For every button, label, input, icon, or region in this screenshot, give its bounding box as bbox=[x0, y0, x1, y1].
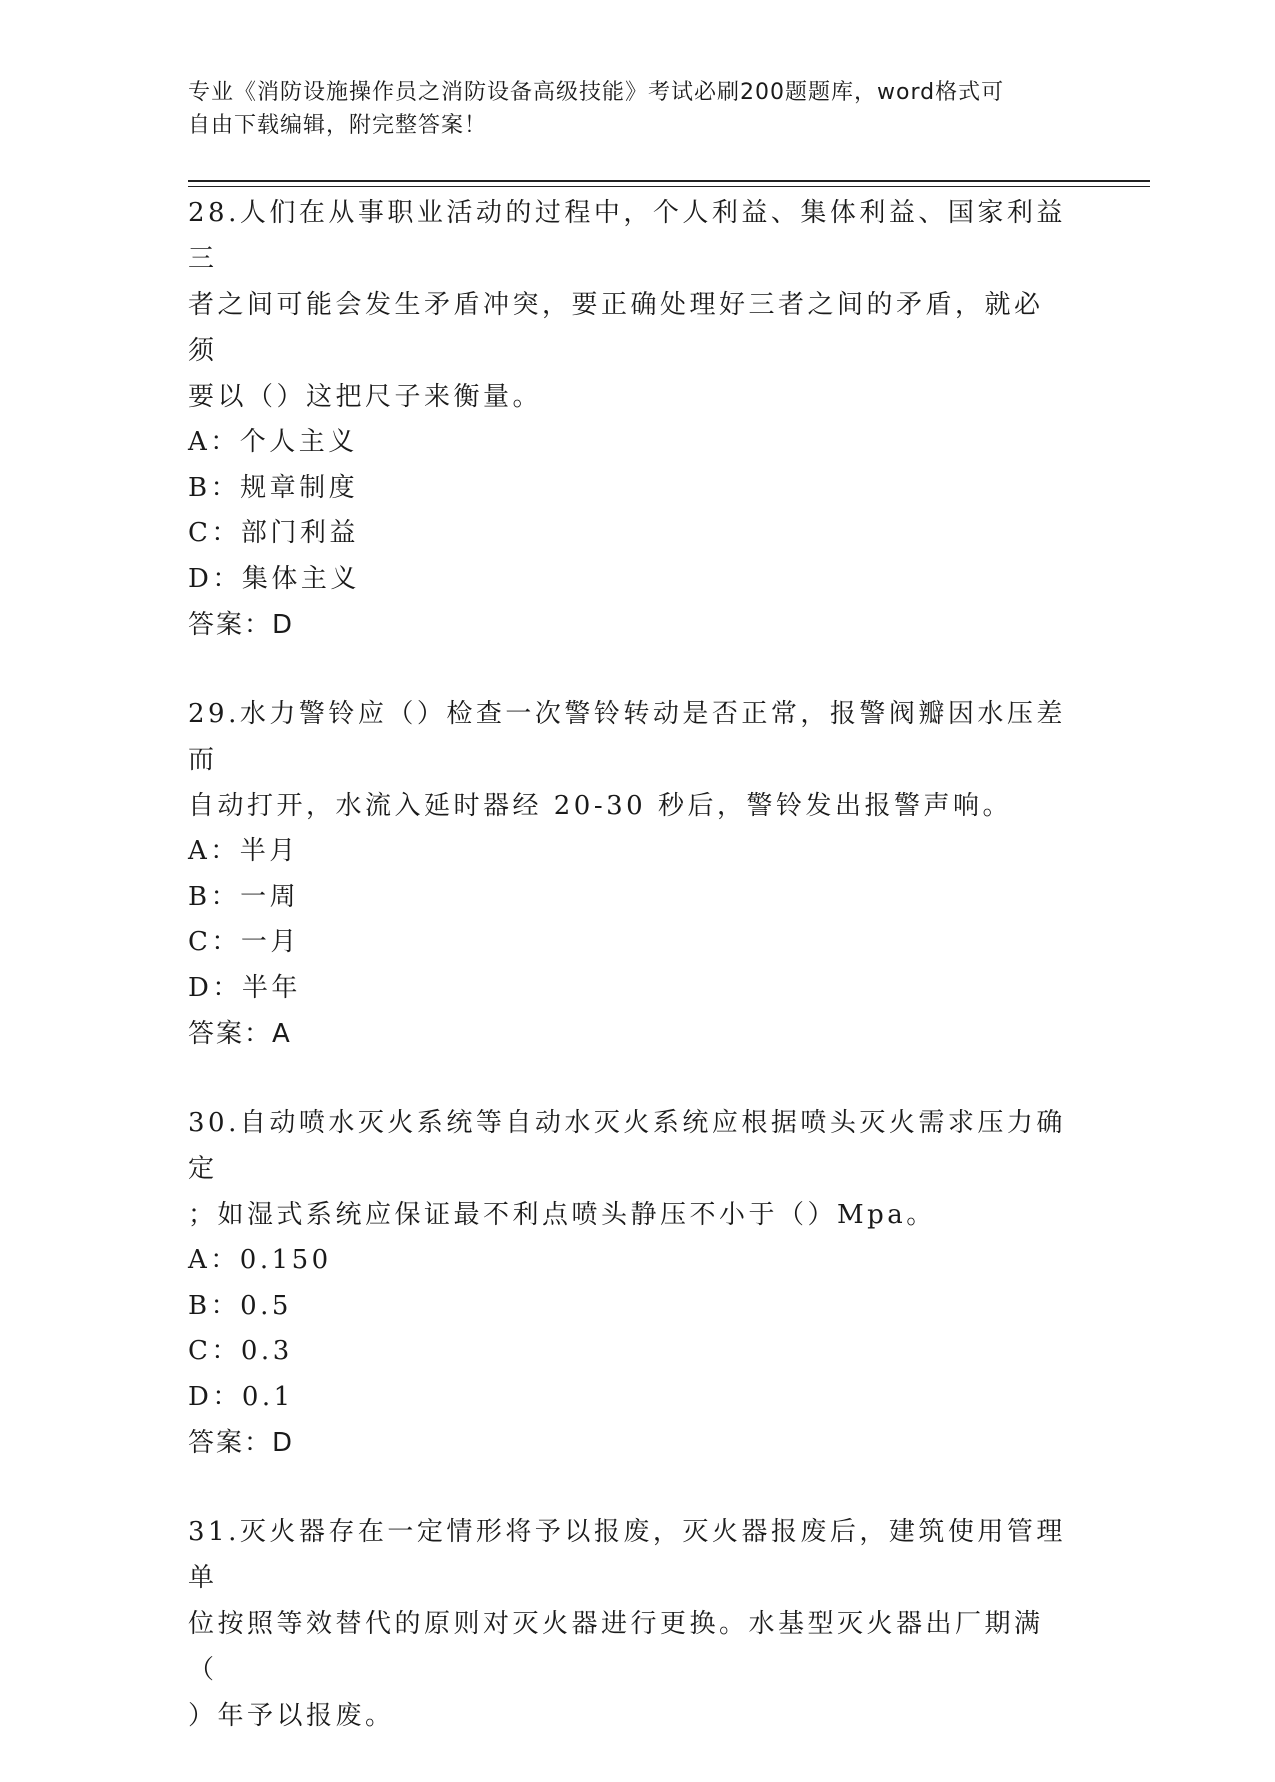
answer-line: 答案：D bbox=[188, 610, 295, 640]
question-stem-line: 30.自动喷水灭火系统等自动水灭火系统应根据喷头灭火需求压力确定 bbox=[188, 1108, 1066, 1184]
question-stem-line: 要以（）这把尺子来衡量。 bbox=[188, 382, 543, 412]
option-b: B：0.5 bbox=[188, 1290, 292, 1321]
question-stem-line: 29.水力警铃应（）检查一次警铃转动是否正常，报警阀瓣因水压差而 bbox=[188, 699, 1066, 775]
question-stem-line: 位按照等效替代的原则对灭火器进行更换。水基型灭火器出厂期满（ bbox=[188, 1609, 1044, 1685]
option-d: D：集体主义 bbox=[188, 563, 360, 594]
question-stem-line: ）年予以报废。 bbox=[188, 1701, 395, 1731]
question-30 bbox=[188, 1100, 1088, 1466]
option-a: A：0.150 bbox=[188, 1245, 332, 1275]
option-c: C：0.3 bbox=[188, 1336, 293, 1366]
question-stem-line: 自动打开，水流入延时器经 20-30 秒后，警铃发出报警声响。 bbox=[188, 791, 1012, 821]
question-stem-line: 28.人们在从事职业活动的过程中，个人利益、集体利益、国家利益三 bbox=[188, 198, 1066, 274]
header-line-2: 自由下载编辑，附完整答案！ bbox=[188, 113, 488, 138]
header-line-1: 专业《消防设施操作员之消防设备高级技能》考试必刷200题题库，word格式可 bbox=[188, 80, 1005, 105]
header-divider-thin bbox=[188, 186, 1150, 187]
question-stem-line: 者之间可能会发生矛盾冲突，要正确处理好三者之间的矛盾，就必须 bbox=[188, 290, 1044, 366]
option-d: D：0.1 bbox=[188, 1381, 294, 1412]
option-a: A：半月 bbox=[188, 836, 299, 866]
question-31 bbox=[188, 1509, 1088, 1739]
document-header bbox=[188, 76, 1068, 142]
question-28 bbox=[188, 190, 1088, 648]
option-d: D：半年 bbox=[188, 972, 301, 1003]
answer-line: 答案：A bbox=[188, 1019, 292, 1049]
answer-line: 答案：D bbox=[188, 1428, 295, 1458]
question-29 bbox=[188, 691, 1088, 1057]
option-c: C：一月 bbox=[188, 927, 300, 957]
question-stem-line: ；如湿式系统应保证最不利点喷头静压不小于（）Mpa。 bbox=[188, 1200, 936, 1230]
option-b: B：一周 bbox=[188, 881, 300, 912]
header-divider-thick bbox=[188, 180, 1150, 182]
option-c: C：部门利益 bbox=[188, 518, 359, 548]
option-a: A：个人主义 bbox=[188, 427, 358, 457]
question-stem-line: 31.灭火器存在一定情形将予以报废，灭火器报废后，建筑使用管理单 bbox=[188, 1517, 1066, 1593]
question-list bbox=[188, 190, 1088, 1782]
option-b: B：规章制度 bbox=[188, 472, 359, 503]
